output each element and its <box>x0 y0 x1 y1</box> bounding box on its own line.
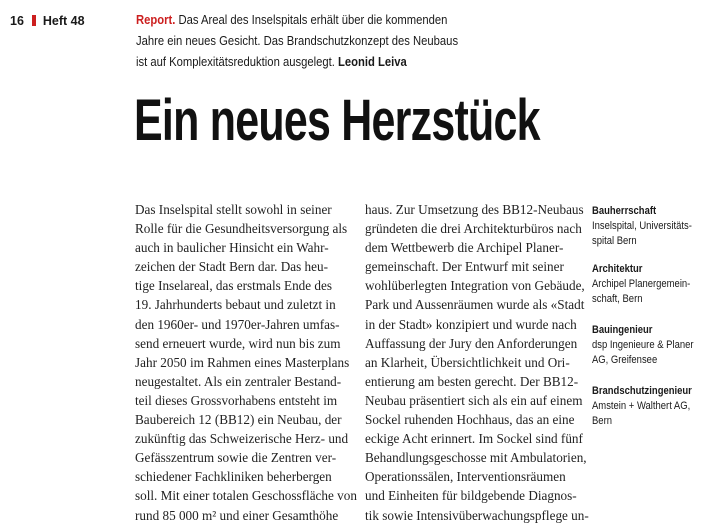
body-column-2 <box>365 200 589 525</box>
text-line: den 1960er- und 1970er-Jahren umfas- <box>135 316 340 332</box>
text-line: Auffassung der Jury den Anforderungen <box>365 335 578 351</box>
sidebar-value: Archipel Planergemein- <box>592 278 691 290</box>
text-line: Neubau präsentiert sich als ein auf einem <box>365 392 583 408</box>
text-line: zeichen der Stadt Bern dar. Das heu- <box>135 259 328 275</box>
lead-paragraph <box>136 10 469 73</box>
sidebar-item-bauherrschaft <box>592 204 712 249</box>
text-line: Rolle für die Gesundheitsversorgung als <box>135 221 348 237</box>
text-line: Sockel ruhenden Hochhaus, das an eine <box>365 412 575 428</box>
text-line: wohlüberlegten Integration von Gebäude, <box>365 278 585 294</box>
page-number: 16 <box>10 14 24 28</box>
text-line: Park und Aussenräumen wurde als «Stadt <box>365 297 585 313</box>
lead-kicker: Report. <box>136 13 176 27</box>
text-line: teil dieses Grossvorhabens entsteht im <box>135 392 338 408</box>
text-line: tik sowie Intensivüberwachungspflege un- <box>365 507 589 523</box>
text-line: Behandlungsgeschosse mit Ambulatorien, <box>365 450 587 466</box>
text-line: send erneuert wurde, wird nun bis zum <box>135 335 341 351</box>
text-line: dem Wettbewerb die Archipel Planer- <box>365 240 564 256</box>
text-line: entierung am besten gerecht. Der BB12- <box>365 373 579 389</box>
page-header <box>10 14 85 28</box>
lead-text: Das Areal des Inselspitals erhält über die kommenden Jahre ein neues Gesicht. Das Brandschutzkonzept des Neubaus ist auf Komplexitätsreduktion ausgelegt. <box>136 13 459 69</box>
sidebar-value: Inselspital, Universitäts- <box>592 220 692 232</box>
sidebar-item-brandschutzingenieur <box>592 384 712 429</box>
article-title: Ein neues Herzstück <box>134 88 540 153</box>
text-line: Gefässzentrum sowie die Zentren ver- <box>135 450 337 466</box>
red-bar-icon <box>32 15 36 26</box>
text-line: zukünftig das Schweizerische Herz- und <box>135 431 349 447</box>
text-line: rund 85 000 m² und einer Gesamthöhe <box>135 507 339 523</box>
text-line: gründeten die drei Architekturbüros nach <box>365 221 582 237</box>
sidebar-label: Bauingenieur <box>592 324 653 336</box>
sidebar-value: Amstein + Walthert AG, <box>592 400 691 412</box>
text-line: haus. Zur Umsetzung des BB12-Neubaus <box>365 202 584 217</box>
body-column-1 <box>135 200 357 525</box>
text-line: Jahr 2050 im Rahmen eines Masterplans <box>135 354 350 370</box>
sidebar-value: schaft, Bern <box>592 293 643 305</box>
text-line: und Einheiten für bildgebende Diagnos- <box>365 488 577 504</box>
text-line: gemeinschaft. Der Entwurf mit seiner <box>365 259 564 275</box>
text-line: 19. Jahrhunderts bebaut und zuletzt in <box>135 297 336 313</box>
text-line: soll. Mit einer totalen Geschossfläche von <box>135 488 357 504</box>
text-line: auch in baulicher Hinsicht ein Wahr- <box>135 240 329 256</box>
text-line: an Klarheit, Übersichtlichkeit und Ori- <box>365 354 570 370</box>
sidebar-value: Bern <box>592 415 612 427</box>
text-line: in der Stadt» konzipiert und wurde nach <box>365 316 577 332</box>
text-line: Das Inselspital stellt sowohl in seiner <box>135 202 332 217</box>
sidebar-value: spital Bern <box>592 235 637 247</box>
text-line: Operationssälen, Interventionsräumen <box>365 469 566 485</box>
text-line: Baubereich 12 (BB12) ein Neubau, der <box>135 412 342 428</box>
text-line: eckige Acht erinnert. Im Sockel sind fünf <box>365 431 583 447</box>
sidebar-value: dsp Ingenieure & Planer <box>592 339 694 351</box>
sidebar-label: Bauherrschaft <box>592 205 657 217</box>
sidebar-label: Brandschutzingenieur <box>592 385 692 397</box>
issue-label: Heft 48 <box>42 14 85 28</box>
text-line: neugestaltet. Als ein zentraler Bestand- <box>135 373 342 389</box>
sidebar-label: Architektur <box>592 263 643 275</box>
sidebar-item-bauingenieur <box>592 323 712 368</box>
text-line: schiedener Fachkliniken beherbergen <box>135 469 332 485</box>
sidebar-item-architektur <box>592 262 712 307</box>
sidebar-value: AG, Greifensee <box>592 354 658 366</box>
lead-author: Leonid Leiva <box>338 55 407 69</box>
text-line: tige Inselareal, das erstmals Ende des <box>135 278 333 294</box>
